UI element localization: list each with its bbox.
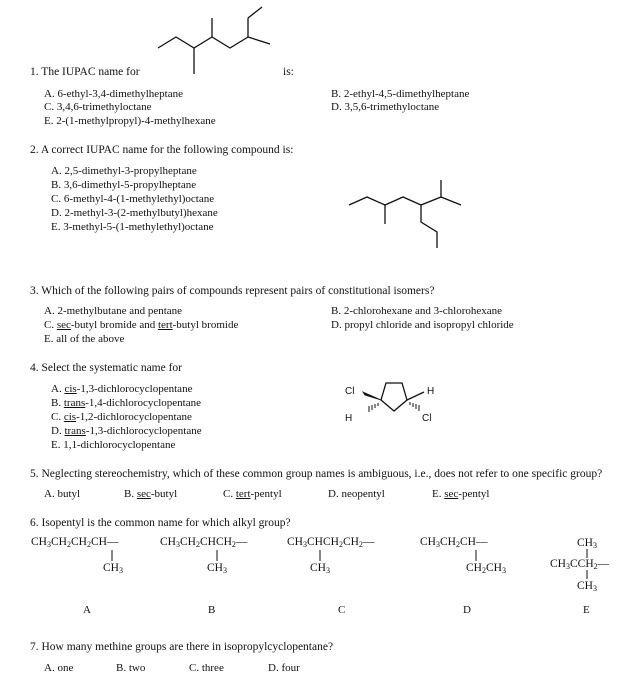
q6-formula-c: $CH_3CHCH_2CH_2—$ [287,536,375,549]
q5-option-b-sec: sec [136,488,151,500]
q6-choice-d[interactable]: D [463,604,471,616]
q4-option-e-rest: 1,1-dichlorocyclopentane [63,439,176,451]
q2-option-b[interactable]: B. 3,6-dimethyl-5-propylheptane [51,179,197,191]
q7-option-a[interactable]: A. one [44,662,74,674]
q7-option-c[interactable]: C. three [189,662,224,674]
q6-choice-b[interactable]: B [208,604,216,616]
q5-option-e-sec: sec [444,488,459,500]
q4-option-e-letter: E. [51,439,64,451]
q3-option-c-tert: tert [157,319,173,331]
q3-option-c-sec: sec [56,319,71,331]
q5-option-d[interactable]: D. neopentyl [328,488,385,500]
q5-option-b[interactable] [124,488,177,501]
q1-option-d[interactable]: D. 3,5,6-trimethyloctane [331,101,440,113]
q4-option-d-rest: -1,3-dichlorocyclopentane [85,425,202,437]
q4-option-a-rest: -1,3-dichlorocyclopentane [76,383,193,395]
q5-option-c-rest: -pentyl [250,488,282,500]
q6-formula-d: $CH_3CH_2CH—$ [420,536,488,549]
q6-formula-c-sub: $CH_3$ [310,562,330,575]
q6-d-bond [474,550,478,562]
q5-option-c-tert: tert [235,488,251,500]
q4-option-a-letter: A. [51,383,65,395]
q6-formula-e-top: $CH_3$ [577,537,597,550]
q6-a-bond [110,550,114,562]
q5-option-e[interactable] [432,488,489,501]
q4-label-h-left: H [345,413,353,424]
q2-stem: 2. A correct IUPAC name for the following compound is: [30,144,294,156]
q2-option-c[interactable]: C. 6-methyl-4-(1-methylethyl)octane [51,193,215,205]
q5-option-b-rest: -butyl [150,488,178,500]
q4-option-b-letter: B. [51,397,64,409]
q4-option-c[interactable] [51,411,192,424]
q5-option-e-letter: E. [432,488,445,500]
q4-stem: 4. Select the systematic name for [30,362,183,374]
q6-formula-a-sub: $CH_3$ [103,562,123,575]
q4-option-d[interactable] [51,425,202,438]
q5-option-c-letter: C. [223,488,236,500]
q4-option-c-prefix: cis [63,411,77,423]
q1-option-c[interactable]: C. 3,4,6-trimethyloctane [44,101,152,113]
q6-formula-e: $CH_3CCH_2—$ [550,558,610,571]
q3-option-c-post: -butyl bromide [172,319,239,331]
q6-formula-e-bottom: $CH_3$ [577,580,597,593]
q3-option-c-mid: -butyl bromide and [70,319,158,331]
q6-formula-b: $CH_3CH_2CHCH_2—$ [160,536,248,549]
q4-option-a[interactable] [51,383,192,396]
q3-option-d[interactable]: D. propyl chloride and isopropyl chloride [331,319,514,331]
q7-option-d[interactable]: D. four [268,662,300,674]
q4-structure [338,373,448,433]
q5-option-b-letter: B. [124,488,137,500]
q6-formula-a: $CH_3CH_2CH_2CH—$ [31,536,119,549]
q5-option-c[interactable] [223,488,282,501]
q4-option-c-rest: -1,2-dichlorocyclopentane [76,411,192,423]
q4-option-a-prefix: cis [64,383,77,395]
q2-option-a[interactable]: A. 2,5-dimethyl-3-propylheptane [51,165,197,177]
q2-option-d[interactable]: D. 2-methyl-3-(2-methylbutyl)hexane [51,207,218,219]
q4-option-b[interactable] [51,397,201,410]
q3-stem: 3. Which of the following pairs of compounds represent pairs of constitutional isomers? [30,285,435,297]
q3-option-b[interactable]: B. 2-chlorohexane and 3-chlorohexane [331,305,503,317]
q3-option-e[interactable]: E. all of the above [44,333,125,345]
q4-label-cl-left: Cl [345,386,355,397]
q6-choice-c[interactable]: C [338,604,346,616]
q5-option-e-rest: -pentyl [458,488,490,500]
q5-option-a[interactable]: A. butyl [44,488,81,500]
q4-option-e[interactable] [51,439,175,452]
q3-option-a[interactable]: A. 2-methylbutane and pentane [44,305,183,317]
q1-stem: 1. The IUPAC name for [30,66,140,78]
q6-formula-b-sub: $CH_3$ [207,562,227,575]
q4-option-d-prefix: trans [64,425,86,437]
q1-option-e[interactable]: E. 2-(1-methylpropyl)-4-methylhexane [44,115,216,127]
q6-stem: 6. Isopentyl is the common name for which alkyl group? [30,517,291,529]
q6-choice-a[interactable]: A [83,604,91,616]
q1-option-b[interactable]: B. 2-ethyl-4,5-dimethylheptane [331,88,470,100]
q6-c-bond [318,550,322,562]
q4-option-c-letter: C. [51,411,64,423]
q4-option-d-letter: D. [51,425,65,437]
q1-structure [150,4,290,74]
q3-option-c-letter: C. [44,319,57,331]
q3-option-c[interactable] [44,319,238,332]
q4-label-h-right: H [427,386,435,397]
q2-structure [345,178,475,250]
q7-option-b[interactable]: B. two [116,662,146,674]
q6-e-bond-bottom [585,570,589,580]
q1-stem-end: is: [283,66,294,78]
q6-b-bond [215,550,219,562]
q4-option-b-rest: -1,4-dichlorocyclopentane [85,397,201,409]
q2-option-e[interactable]: E. 3-methyl-5-(1-methylethyl)octane [51,221,214,233]
q7-stem: 7. How many methine groups are there in isopropylcyclopentane? [30,641,334,653]
q4-label-cl-right: Cl [422,413,432,424]
q5-stem: 5. Neglecting stereochemistry, which of these common group names is ambiguous, i.e., does not refer to one specific group? [30,468,603,480]
q6-formula-d-sub: $CH_2CH_3$ [466,562,506,575]
q1-option-a[interactable]: A. 6-ethyl-3,4-dimethylheptane [44,88,183,100]
q4-option-b-prefix: trans [63,397,86,409]
q6-choice-e[interactable]: E [583,604,590,616]
